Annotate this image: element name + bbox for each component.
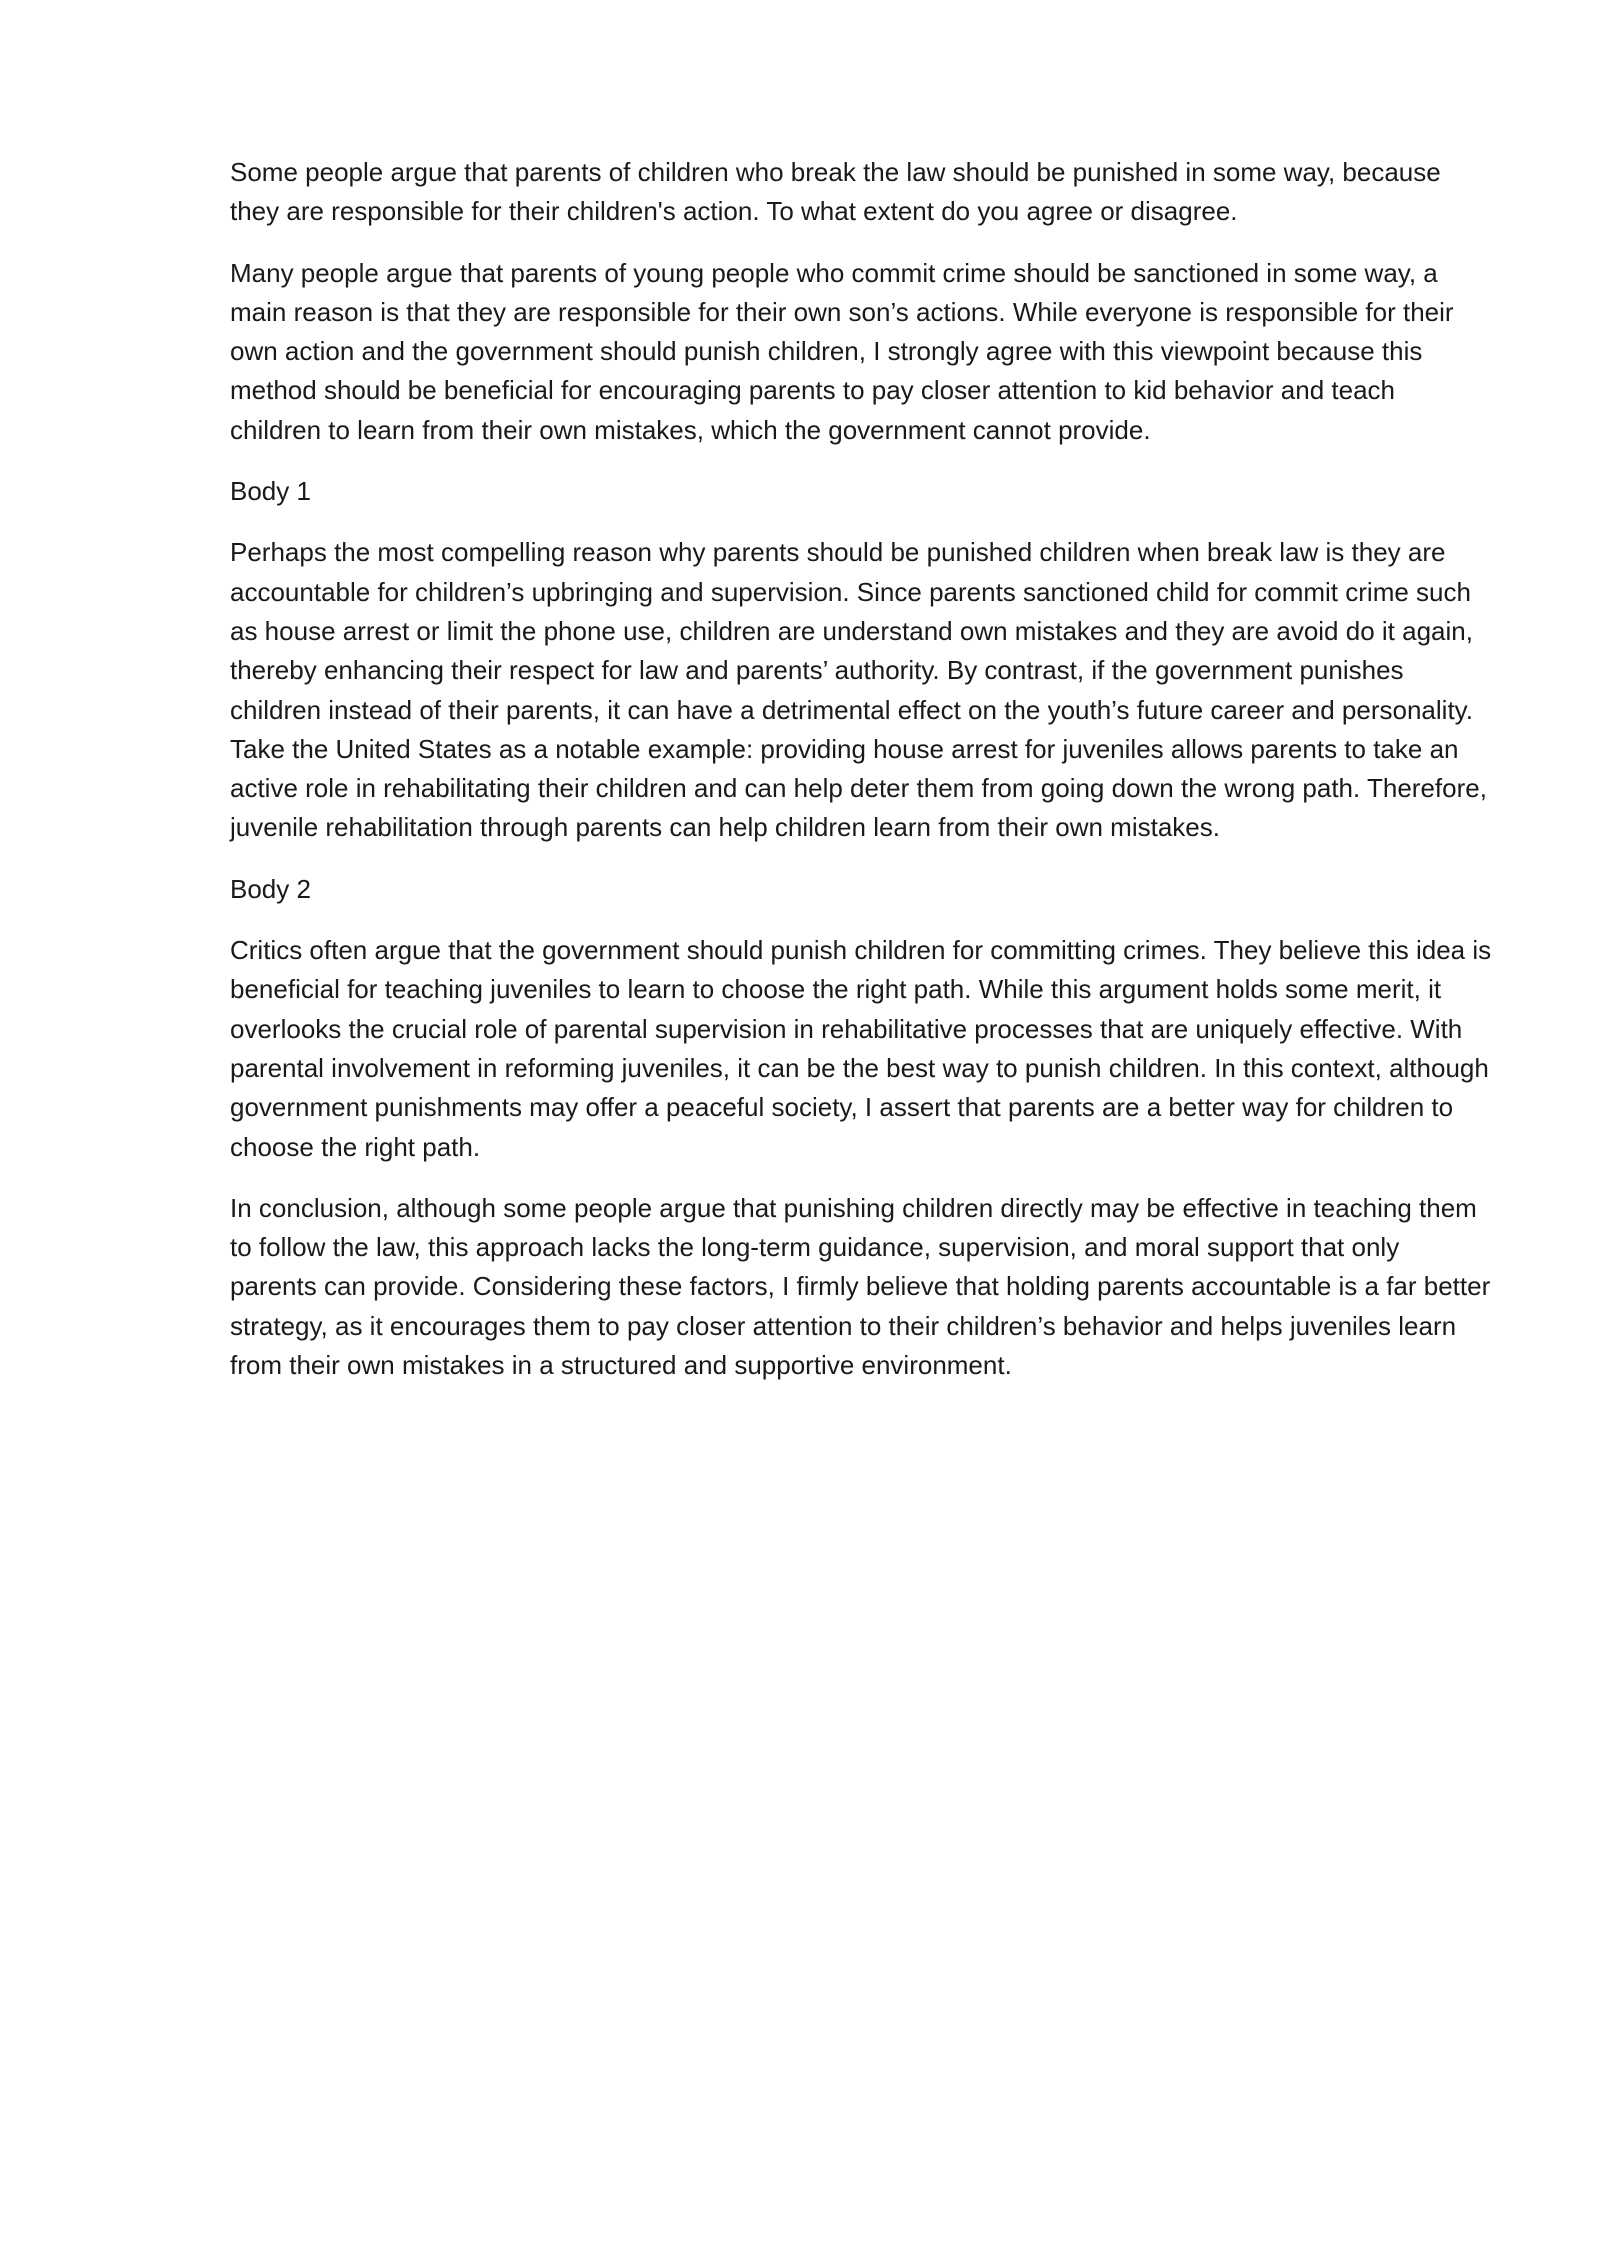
body-1-heading: Body 1 <box>230 476 311 507</box>
body-2-heading: Body 2 <box>230 873 311 904</box>
essay-prompt: Some people argue that parents of children who break the law should be punished in some way, because they are responsible for their children's action. To what extent do you agree or disagree. <box>230 157 1441 227</box>
essay-introduction: Many people argue that parents of young people who commit crime should be sanctioned in some way, a main reason is that they are responsible for their own son’s actions. While everyone is responsible for their own action and the government should punish children, I strongly agree with this viewpoint because this method should be beneficial for encouraging parents to pay closer attention to kid behavior and teach children to learn from their own mistakes, which the government cannot provide. <box>230 257 1454 445</box>
essay-body-1: Perhaps the most compelling reason why parents should be punished children when break law is they are accountable for children’s upbringing and supervision. Since parents sanctioned child for commit crime such as house arrest or limit the phone use, children are understand own mistakes and they are avoid do it again, thereby enhancing their respect for law and parents’ authority. By contrast, if the government punishes children instead of their parents, it can have a detrimental effect on the youth’s future career and personality. Take the United States as a notable example: providing house arrest for juveniles allows parents to take an active role in rehabilitating their children and can help deter them from going down the wrong path. Therefore, juvenile rehabilitation through parents can help children learn from their own mistakes. <box>230 537 1487 843</box>
document-body <box>230 153 1492 1407</box>
essay-conclusion: In conclusion, although some people argue that punishing children directly may be effective in teaching them to follow the law, this approach lacks the long-term guidance, supervision, and moral support that only parents can provide. Considering these factors, I firmly believe that holding parents accountable is a far better strategy, as it encourages them to pay closer attention to their children’s behavior and helps juveniles learn from their own mistakes in a structured and supportive environment. <box>230 1192 1491 1381</box>
essay-body-2: Critics often argue that the government should punish children for committing crimes. They believe this idea is beneficial for teaching juveniles to learn to choose the right path. While this argument holds some merit, it overlooks the crucial role of parental supervision in rehabilitative processes that are uniquely effective. With parental involvement in reforming juveniles, it can be the best way to punish children. In this context, although government punishments may offer a peaceful society, I assert that parents are a better way for children to choose the right path. <box>230 935 1492 1162</box>
